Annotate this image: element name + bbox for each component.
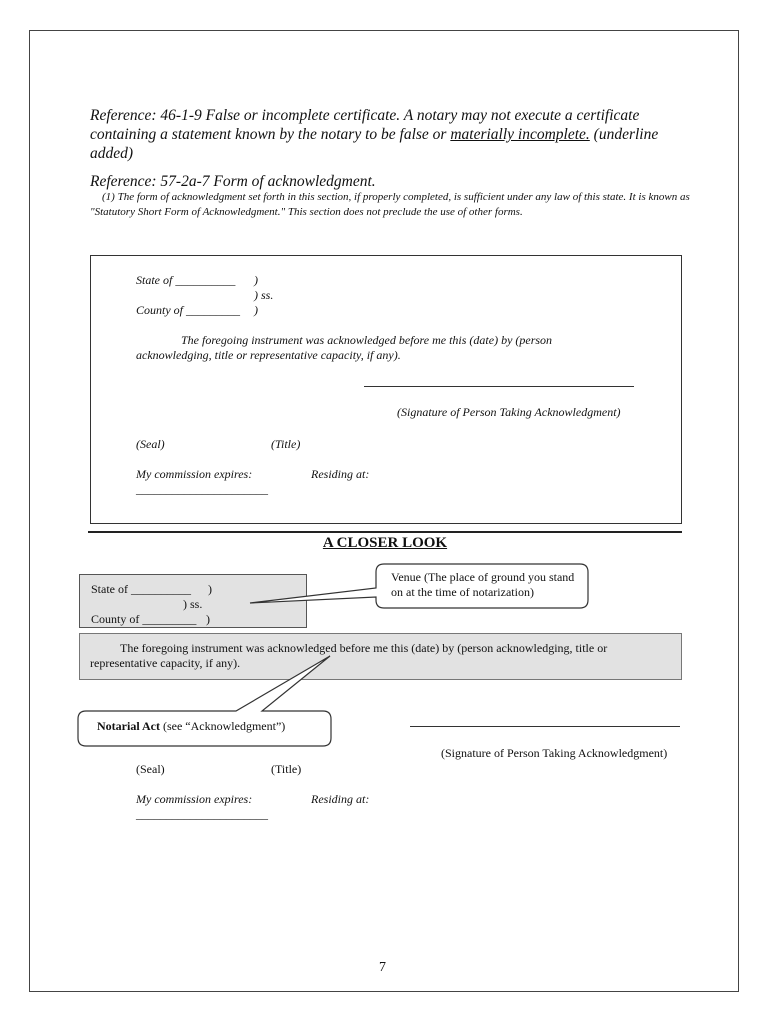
reference-57-2a-7-heading: Reference: 57-2a-7 Form of acknowledgment. xyxy=(90,173,376,190)
closer-seal: (Seal) xyxy=(136,762,165,776)
form-paren2: ) xyxy=(254,303,258,317)
form-title: (Title) xyxy=(271,437,301,451)
closer-signature-line xyxy=(410,726,680,727)
closer-body-text: The foregoing instrument was acknowledged before me this (date) by (person acknowledging, title or representative capacity, if any). xyxy=(90,641,608,670)
form-state-of: State of __________ xyxy=(136,273,236,287)
closer-commission-blank: ______________________ xyxy=(136,807,268,821)
closer-title: (Title) xyxy=(271,762,302,776)
closer-paren2: ) xyxy=(206,612,210,626)
form-commission-expires: My commission expires: xyxy=(136,467,253,481)
form-body-text: The foregoing instrument was acknowledged before me this (date) by (person acknowledging, title or representative capacity, if any). xyxy=(136,333,553,362)
notarial-act-rest: (see “Acknowledgment”) xyxy=(159,719,286,733)
reference1-text: Reference: 46-1-9 False or incomplete certificate. A notary may not execute a certificate containing a statement known by the notary to be false or xyxy=(90,107,640,143)
form-county-of: County of _________ xyxy=(136,303,240,317)
page-number: 7 xyxy=(379,960,386,975)
closer-look-heading: A CLOSER LOOK xyxy=(322,535,448,551)
form-seal: (Seal) xyxy=(136,437,165,451)
closer-residing-at: Residing at: xyxy=(311,792,370,806)
form-commission-blank: ______________________ xyxy=(136,482,268,496)
closer-commission-expires: My commission expires: xyxy=(136,792,253,806)
form-ss: ) ss. xyxy=(254,288,274,302)
form-paren1: ) xyxy=(254,273,258,287)
closer-ss: ) ss. xyxy=(183,597,203,611)
closer-paren1: ) xyxy=(208,582,212,596)
closer-county-of: County of _________ xyxy=(91,612,197,626)
reference1-underlined: materially incomplete. xyxy=(450,126,590,143)
notarial-act-bold: Notarial Act xyxy=(97,719,160,733)
closer-state-of: State of __________ xyxy=(91,582,191,596)
reference1-suffix: (underline added) xyxy=(90,126,659,162)
reference2-paragraph-text: (1) The form of acknowledgment set forth in this section, if properly completed, is sufficient under any law of this state. It is known as "Statutory Short Form of Acknowledgment." This section does not preclude the use of other forms. xyxy=(90,191,690,218)
form-signature-caption: (Signature of Person Taking Acknowledgment) xyxy=(397,405,621,419)
notarial-act-callout xyxy=(97,719,285,734)
venue-callout-text: Venue (The place of ground you stand on at the time of notarization) xyxy=(391,570,575,599)
form-residing-at: Residing at: xyxy=(311,467,370,481)
closer-signature-caption: (Signature of Person Taking Acknowledgment) xyxy=(441,746,668,760)
